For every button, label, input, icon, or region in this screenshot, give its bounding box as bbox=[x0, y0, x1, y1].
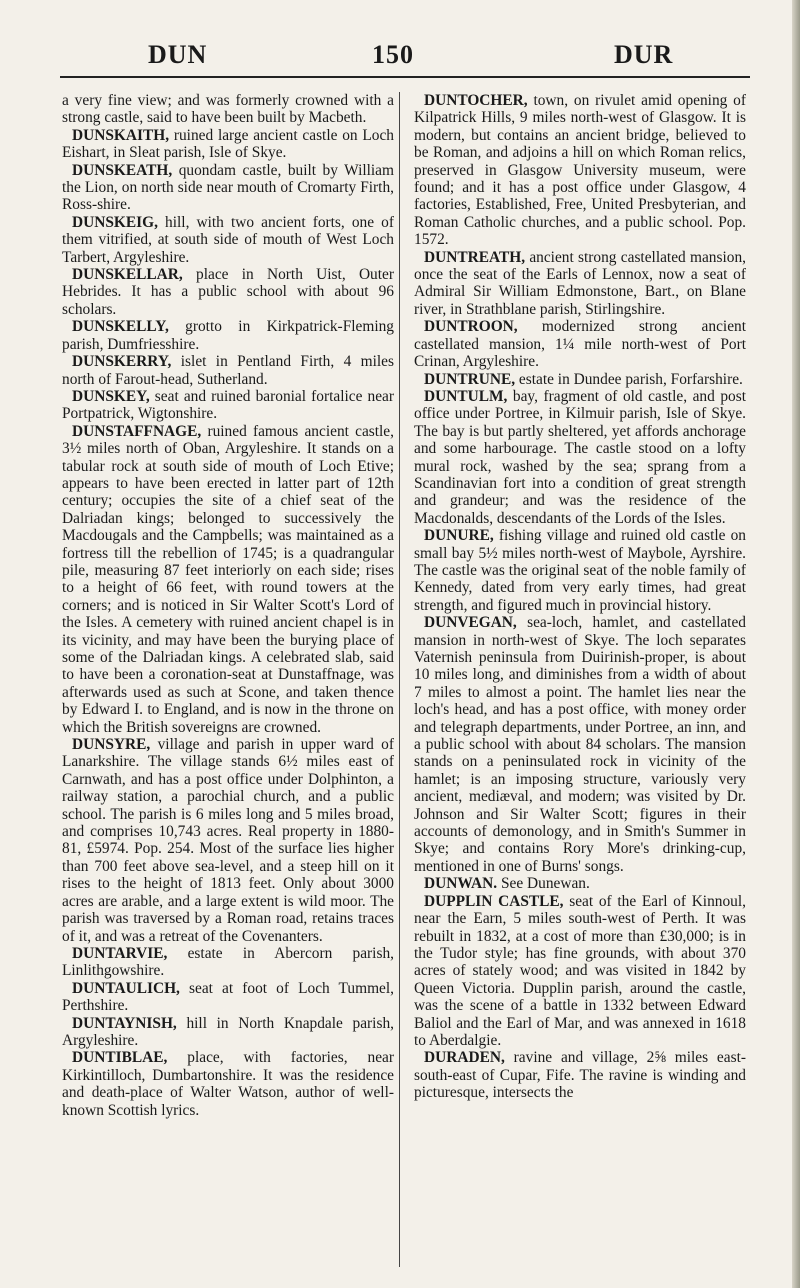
left-column bbox=[62, 92, 394, 1119]
header-right-guide-word: DUR bbox=[614, 40, 674, 69]
entry: DUNSKEY, seat and ruined baronial fortalice near Portpatrick, Wigtonshire. bbox=[62, 387, 394, 423]
entry: DUNTAYNISH, hill in North Knapdale parish, Argyleshire. bbox=[62, 1014, 394, 1049]
entry: DUNVEGAN, sea-loch, hamlet, and castellated mansion in north-west of Skye. The loch separates Vaternish peninsula from Duirinish-proper, is about 10 miles long, and diminishes from a width of about 7 miles to almost a point. The hamlet lies near the loch's head, and has a post office, with money order and telegraph departments, under Portree, an inn, and a public school with about 84 scholars. The mansion stands on a peninsulated rock in vicinity of the hamlet; is an imposing structure, variously very ancient, mediæval, and modern; was visited by Dr. Johnson and Sir Walter Scott; figures in their accounts of demonology, and in Smith's Summer in Skye; and contains Rory More's drinking-cup, mentioned in one of Burns' songs. bbox=[414, 614, 746, 875]
right-column bbox=[414, 92, 746, 1102]
entry: DUNTAULICH, seat at foot of Loch Tummel, Perthshire. bbox=[62, 979, 394, 1015]
running-header bbox=[0, 40, 780, 80]
entry: DUNSKEIG, hill, with two ancient forts, one of them vitrified, at south side of mouth of West Loch Tarbert, Argyleshire. bbox=[62, 213, 394, 266]
entry: DUNTOCHER, town, on rivulet amid opening of Kilpatrick Hills, 9 miles north-west of Glasgow. It is modern, but contains an ancient bridge, believed to be Roman, and adjoins a hill on which Roman relics, preserved in Glasgow University museum, were found; and it has a post office under Glasgow, 4 factories, Established, Free, United Presbyterian, and Roman Catholic churches, and a public school. Pop. 1572. bbox=[414, 92, 746, 249]
entry: DUNSKELLY, grotto in Kirkpatrick-Fleming parish, Dumfriesshire. bbox=[62, 318, 394, 353]
entry: DUNTRUNE, estate in Dundee parish, Forfarshire. bbox=[424, 370, 743, 388]
entry: DUNTREATH, ancient strong castellated mansion, once the seat of the Earls of Lennox, now a seat of Admiral Sir William Edmonstone, Bart., on Blane river, in Strathblane parish, Stirlingshire. bbox=[414, 248, 746, 318]
header-left-guide-word: DUN bbox=[148, 40, 208, 69]
column-divider bbox=[399, 92, 400, 1267]
entry: a very fine view; and was formerly crowned with a strong castle, said to have been built by Macbeth. bbox=[62, 92, 394, 127]
entry: DUPPLIN CASTLE, seat of the Earl of Kinnoul, near the Earn, 5 miles south-west of Perth. It was rebuilt in 1832, at a cost of more than £30,000; is in the Tudor style; has fine grounds, with about 370 acres of stately wood; and was visited in 1842 by Queen Victoria. Dupplin parish, around the castle, was the scene of a battle in 1332 between Edward Baliol and the Earl of Mar, and was annexed in 1618 to Aberdalgie. bbox=[414, 892, 746, 1049]
entry: DUNWAN. See Dunewan. bbox=[424, 875, 590, 893]
page-edge bbox=[792, 0, 800, 1288]
entry: DUNSKELLAR, place in North Uist, Outer Hebrides. It has a public school with about 96 scholars. bbox=[62, 266, 394, 318]
entry: DUNSKERRY, islet in Pentland Firth, 4 miles north of Farout-head, Sutherland. bbox=[62, 353, 394, 388]
entry: DUNTIBLAE, place, with factories, near Kirkintilloch, Dumbartonshire. It was the residence and death-place of Walter Watson, author of well-known Scottish lyrics. bbox=[62, 1049, 394, 1119]
entry: DUNSKAITH, ruined large ancient castle on Loch Eishart, in Sleat parish, Isle of Skye. bbox=[62, 126, 394, 162]
entry: DUNURE, fishing village and ruined old castle on small bay 5½ miles north-west of Maybole, Ayrshire. The castle was the original seat of the noble family of Kennedy, dated from very early times, had great strength, and figured much in provincial history. bbox=[414, 527, 746, 614]
entry: DUNSKEATH, quondam castle, built by William the Lion, on north side near mouth of Cromarty Firth, Ross-shire. bbox=[62, 161, 394, 214]
entry: DUNSYRE, village and parish in upper ward of Lanarkshire. The village stands 6½ miles east of Carnwath, and has a post office under Dolphinton, a railway station, a parochial church, and a public school. The parish is 6 miles long and 5 miles broad, and comprises 10,743 acres. Real property in 1880-81, £5974. Pop. 254. Most of the surface lies higher than 700 feet above sea-level, and a steep hill on it rises to the height of 1813 feet. Only about 3000 acres are arable, and a large extent is wild moor. The parish was traversed by a Roman road, retains traces of it, and was a retreat of the Covenanters. bbox=[62, 736, 394, 945]
page-number: 150 bbox=[372, 40, 414, 69]
entry: DUNTARVIE, estate in Abercorn parish, Linlithgowshire. bbox=[62, 944, 394, 980]
entry: DUNSTAFFNAGE, ruined famous ancient castle, 3½ miles north of Oban, Argyleshire. It stands on a tabular rock at south side of mouth of Loch Etive; appears to have been erected in latter part of 12th century; occupies the site of a chief seat of the Dalriadan kings; belonged to successively the Macdougals and the Campbells; was maintained as a fortress till the rebellion of 1745; is a quadrangular pile, measuring 87 feet interiorly on each side; rises to a height of 66 feet, with round towers at the corners; and is noticed in Sir Walter Scott's Lord of the Isles. A cemetery with ruined ancient chapel is in its vicinity, and may have been the burying place of some of the Dalriadan kings. A celebrated slab, said to have been a coronation-seat at Dunstaffnage, was afterwards used as such at Scone, and taken thence by Edward I. to England, and is now in the throne on which the British sovereigns are crowned. bbox=[62, 422, 394, 736]
header-rule bbox=[60, 76, 750, 78]
entry: DUNTROON, modernized strong ancient castellated mansion, 1¼ mile north-west of Port Crinan, Argyleshire. bbox=[414, 318, 746, 371]
entry: DUNTULM, bay, fragment of old castle, and post office under Portree, in Kilmuir parish, Isle of Skye. The bay is but partly sheltered, yet affords anchorage and some harbourage. The castle stood on a lofty mural rock, washed by the sea; sprang from a Scandinavian fort into a condition of great strength and grandeur; and was the residence of the Macdonalds, descendants of the Lords of the Isles. bbox=[414, 387, 746, 527]
entry: DURADEN, ravine and village, 2⅝ miles east-south-east of Cupar, Fife. The ravine is winding and picturesque, intersects the bbox=[414, 1049, 746, 1102]
